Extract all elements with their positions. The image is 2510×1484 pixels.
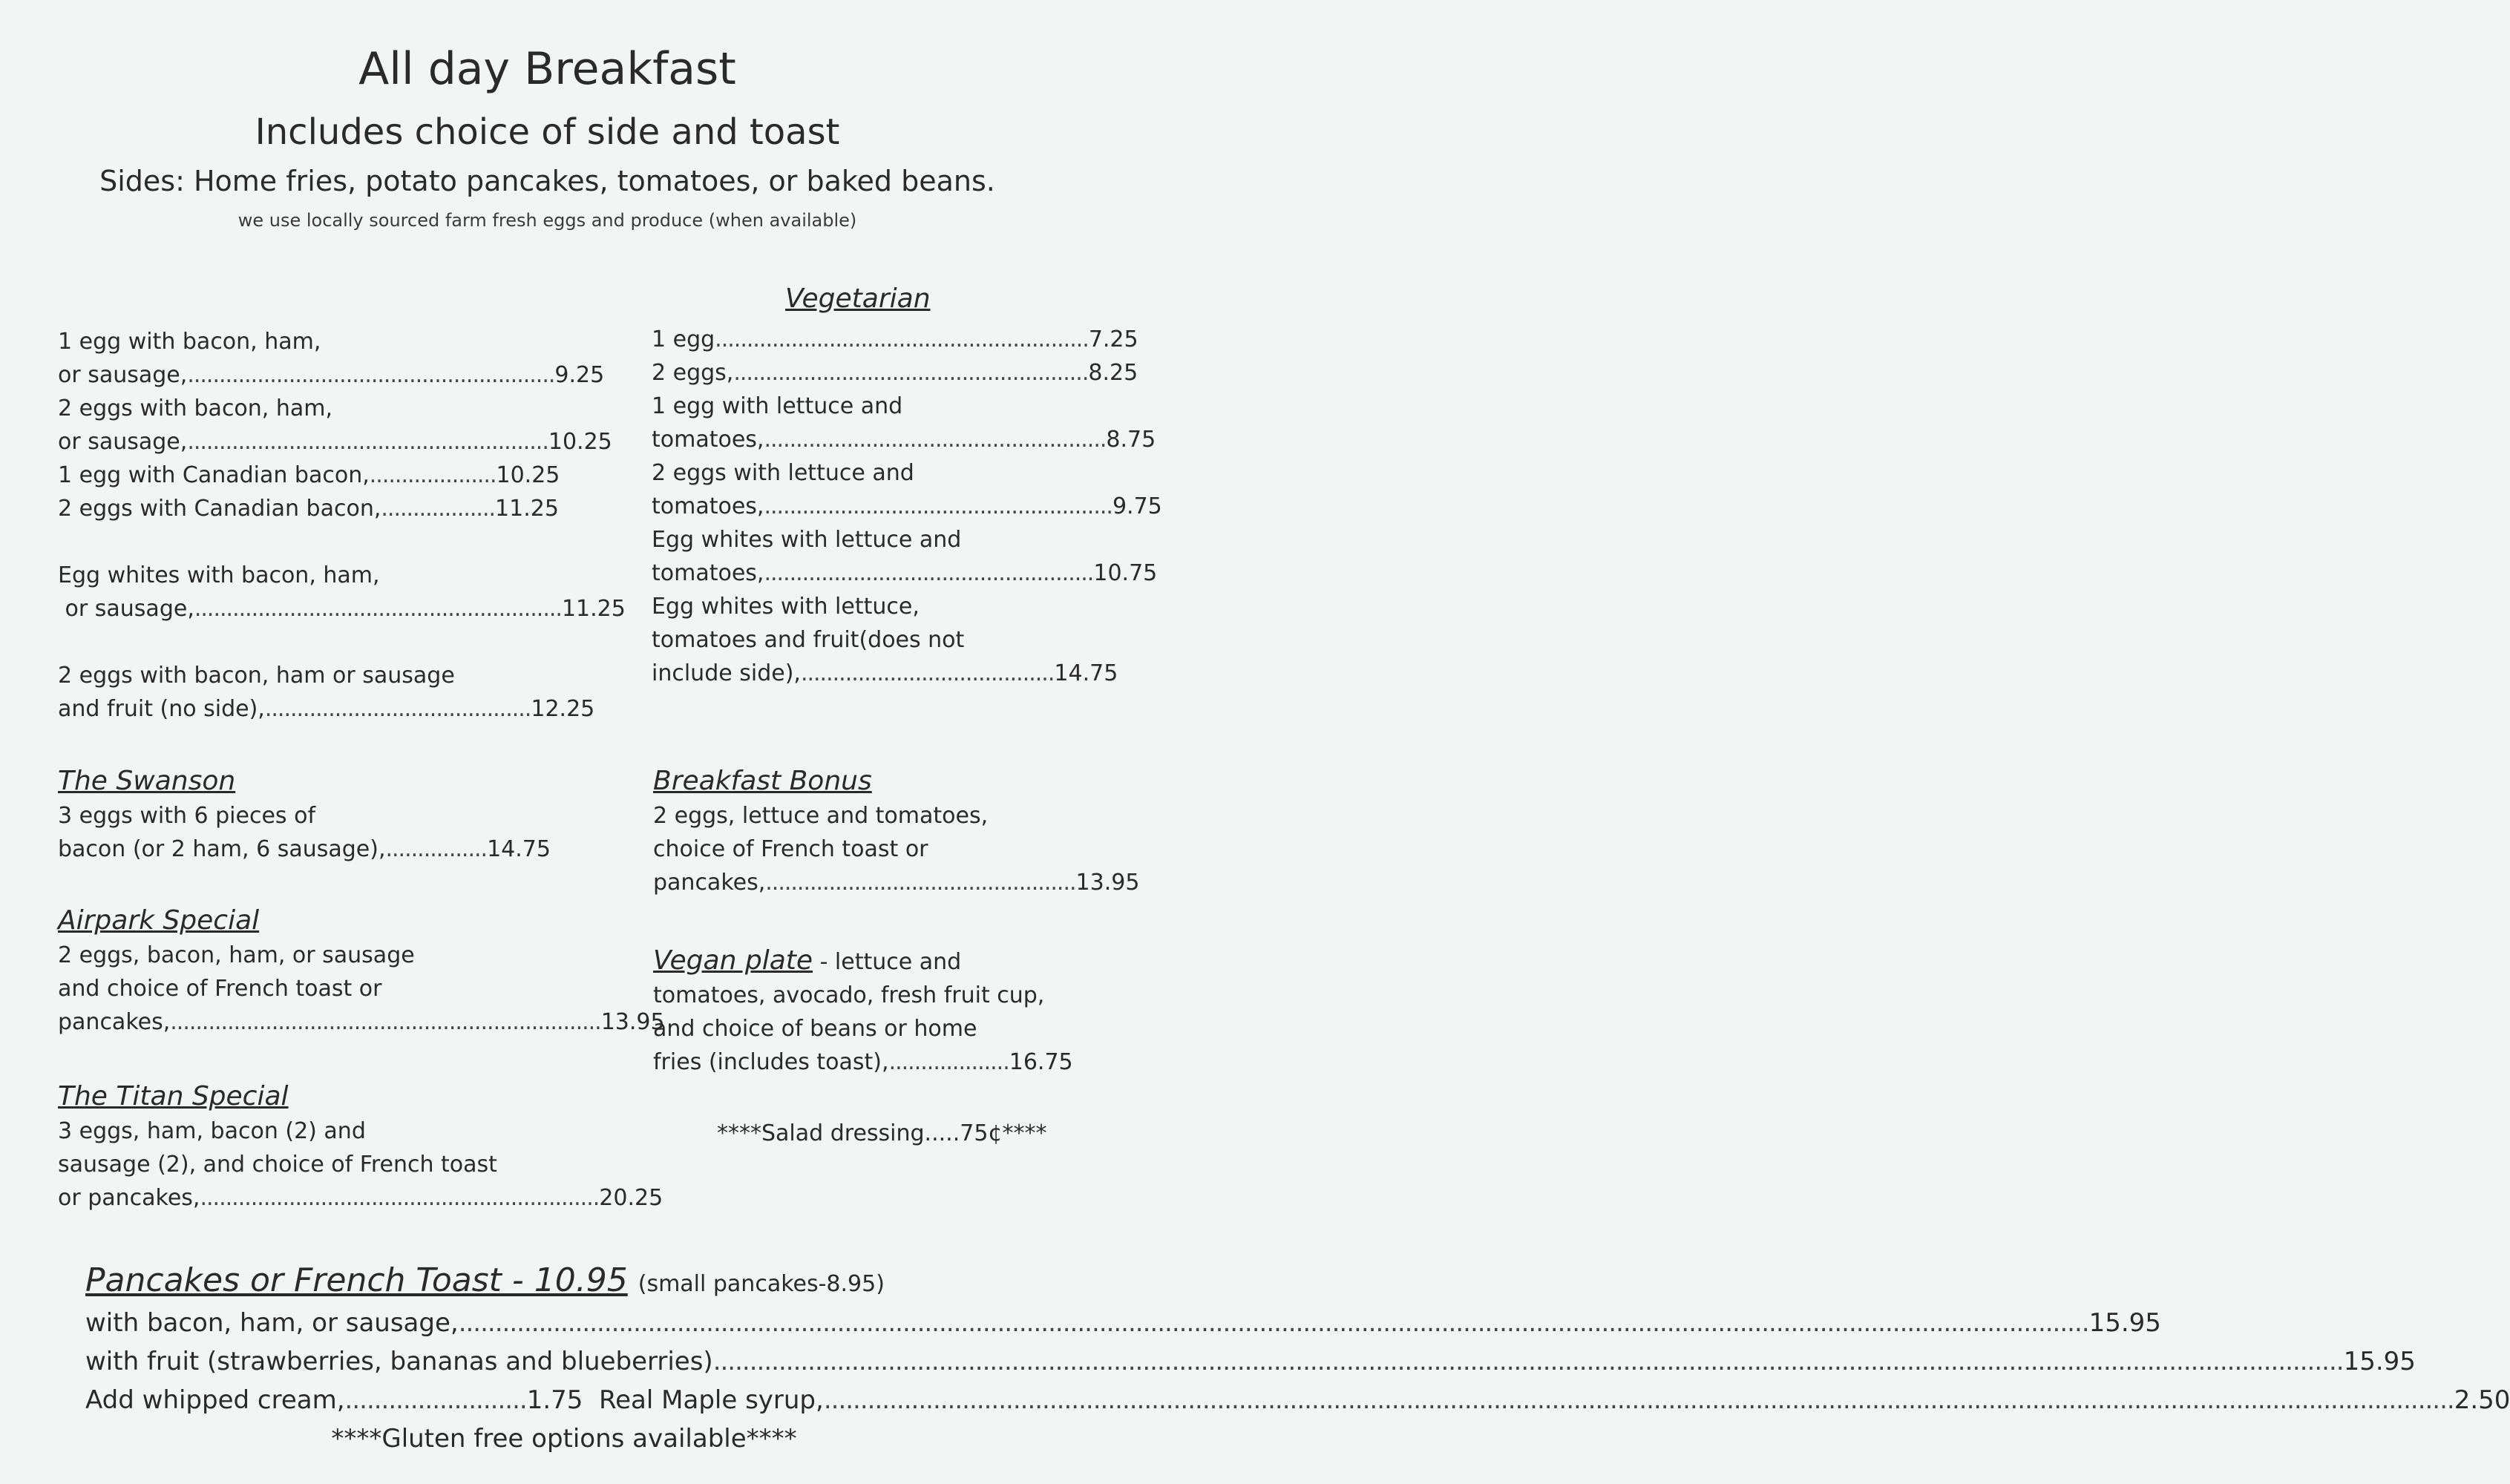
price: 20.25: [599, 1185, 663, 1211]
price: 15.95: [2343, 1347, 2416, 1376]
price: 1.75: [526, 1385, 583, 1415]
menu-item-line: choice of French toast or: [653, 836, 928, 862]
vegetarian-heading-wrap: [785, 282, 931, 317]
menu-item-line: 2 eggs with bacon, ham,: [58, 395, 333, 421]
menu-item-line: tomatoes and fruit(does not: [652, 627, 965, 653]
section-heading: Breakfast Bonus: [653, 766, 872, 796]
price: 10.25: [496, 462, 560, 488]
menu-item-line: bacon (or 2 ham, 6 sausage),................14.75: [58, 836, 551, 862]
menu-item-line: 2 eggs,........................................................8.25: [652, 360, 1138, 386]
menu-item-line: 1 egg with bacon, ham,: [58, 329, 321, 355]
menu-item-line: 1 egg with Canadian bacon,....................10.25: [58, 462, 560, 488]
swanson-section: [58, 764, 563, 866]
menu-item-line: and fruit (no side),..........................................12.25: [58, 696, 595, 722]
menu-item-line: 1 egg...........................................................7.25: [652, 326, 1138, 352]
price: 12.25: [531, 696, 595, 722]
price: 10.75: [1093, 560, 1158, 586]
menu-item-line: and choice of beans or home: [653, 1016, 977, 1042]
menu-item-line: pancakes,.................................................13.95: [653, 870, 1140, 896]
vegan-plate-section: [653, 944, 1084, 1079]
section-heading: Airpark Special: [58, 905, 260, 936]
price: 8.75: [1106, 427, 1156, 453]
price: 16.75: [1009, 1049, 1073, 1075]
section-heading: The Titan Special: [58, 1081, 289, 1112]
menu-item-line: or pancakes,...............................................................20.25: [58, 1185, 663, 1211]
sourcing-note: we use locally sourced farm fresh eggs and produce (when available): [237, 210, 857, 231]
titan-section: [58, 1080, 663, 1215]
price: 11.25: [561, 596, 626, 622]
price: 10.25: [548, 429, 612, 455]
menu-item-line: tomatoes,......................................................8.75: [652, 427, 1156, 453]
pancakes-heading: Pancakes or French Toast - 10.95 (small pancakes-8.95): [85, 1261, 885, 1299]
menu-item-line: sausage (2), and choice of French toast: [58, 1152, 497, 1178]
menu-item-line: or sausage,..........................................................11.25: [65, 596, 626, 622]
menu-title: All day Breakfast: [358, 43, 736, 95]
menu-item-line: or sausage,..........................................................9.25: [58, 362, 605, 388]
price: 15.95: [2088, 1308, 2161, 1338]
menu-item-line: or sausage,.........................................................10.25: [58, 429, 612, 455]
menu-subtitle: Includes choice of side and toast: [255, 111, 840, 153]
left-column: [58, 325, 626, 726]
menu-item-line: 1 egg with lettuce and: [652, 393, 903, 419]
menu-item-line: with bacon, ham, or sausage, ..... 15.95: [85, 1304, 1043, 1342]
menu-item-line: pancakes,....................................................................13.95: [58, 1009, 665, 1035]
menu-item-line: include side),........................................14.75: [652, 660, 1118, 686]
section-heading: Vegan plate: [653, 945, 813, 976]
price: 9.25: [554, 362, 605, 388]
breakfast-bonus-section: [653, 764, 1140, 899]
salad-dressing-note: ****Salad dressing.....75¢****: [717, 1120, 1047, 1146]
section-heading: Vegetarian: [785, 283, 931, 314]
price: 13.95: [600, 1009, 665, 1035]
price: 2.50: [2454, 1385, 2510, 1415]
menu-item-line: 2 eggs with lettuce and: [652, 460, 914, 486]
menu-item-line: fries (includes toast),...................16.75: [653, 1049, 1073, 1075]
menu-item-line: with fruit (strawberries, bananas and blueberries) ..... 15.95: [85, 1342, 1043, 1381]
menu-item-line: 2 eggs, lettuce and tomatoes,: [653, 803, 989, 829]
menu-item-line: 2 eggs with bacon, ham or sausage: [58, 663, 455, 689]
airpark-section: [58, 904, 665, 1039]
small-pancakes-note: (small pancakes-8.95): [638, 1271, 885, 1297]
menu-item-line: 3 eggs with 6 pieces of: [58, 803, 316, 829]
menu-item-line: 2 eggs, bacon, ham, or sausage: [58, 942, 415, 968]
price: 7.25: [1088, 326, 1138, 352]
gluten-free-note: ****Gluten free options available****: [331, 1424, 797, 1454]
price: 14.75: [1054, 660, 1118, 686]
menu-item-line: Egg whites with bacon, ham,: [58, 562, 380, 588]
menu-item-line: tomatoes, avocado, fresh fruit cup,: [653, 982, 1045, 1008]
price: 13.95: [1075, 870, 1140, 896]
menu-item-line: tomatoes,.......................................................9.75: [652, 493, 1162, 519]
sides-line: Sides: Home fries, potato pancakes, tomatoes, or baked beans.: [99, 165, 995, 197]
menu-item-line: 2 eggs with Canadian bacon,..................11.25: [58, 496, 559, 522]
price: 8.25: [1088, 360, 1138, 386]
price: 14.75: [487, 836, 551, 862]
menu-item-line: Egg whites with lettuce and: [652, 527, 962, 553]
menu-item-line: Add whipped cream, ......................... 1.75 Real Maple syrup, ..... 2.50: [85, 1381, 1043, 1419]
menu-item-line: Vegan plate - lettuce and: [653, 945, 962, 976]
pancakes-section: [85, 1261, 2510, 1458]
menu-item-line: and choice of French toast or: [58, 976, 382, 1002]
menu-item-line: Egg whites with lettuce,: [652, 594, 920, 620]
menu-item-line: tomatoes,....................................................10.75: [652, 560, 1158, 586]
price: 11.25: [495, 496, 559, 522]
vegetarian-section: [652, 323, 1162, 690]
section-heading: The Swanson: [58, 766, 236, 796]
price: 9.75: [1112, 493, 1162, 519]
menu-item-line: 3 eggs, ham, bacon (2) and: [58, 1118, 366, 1144]
